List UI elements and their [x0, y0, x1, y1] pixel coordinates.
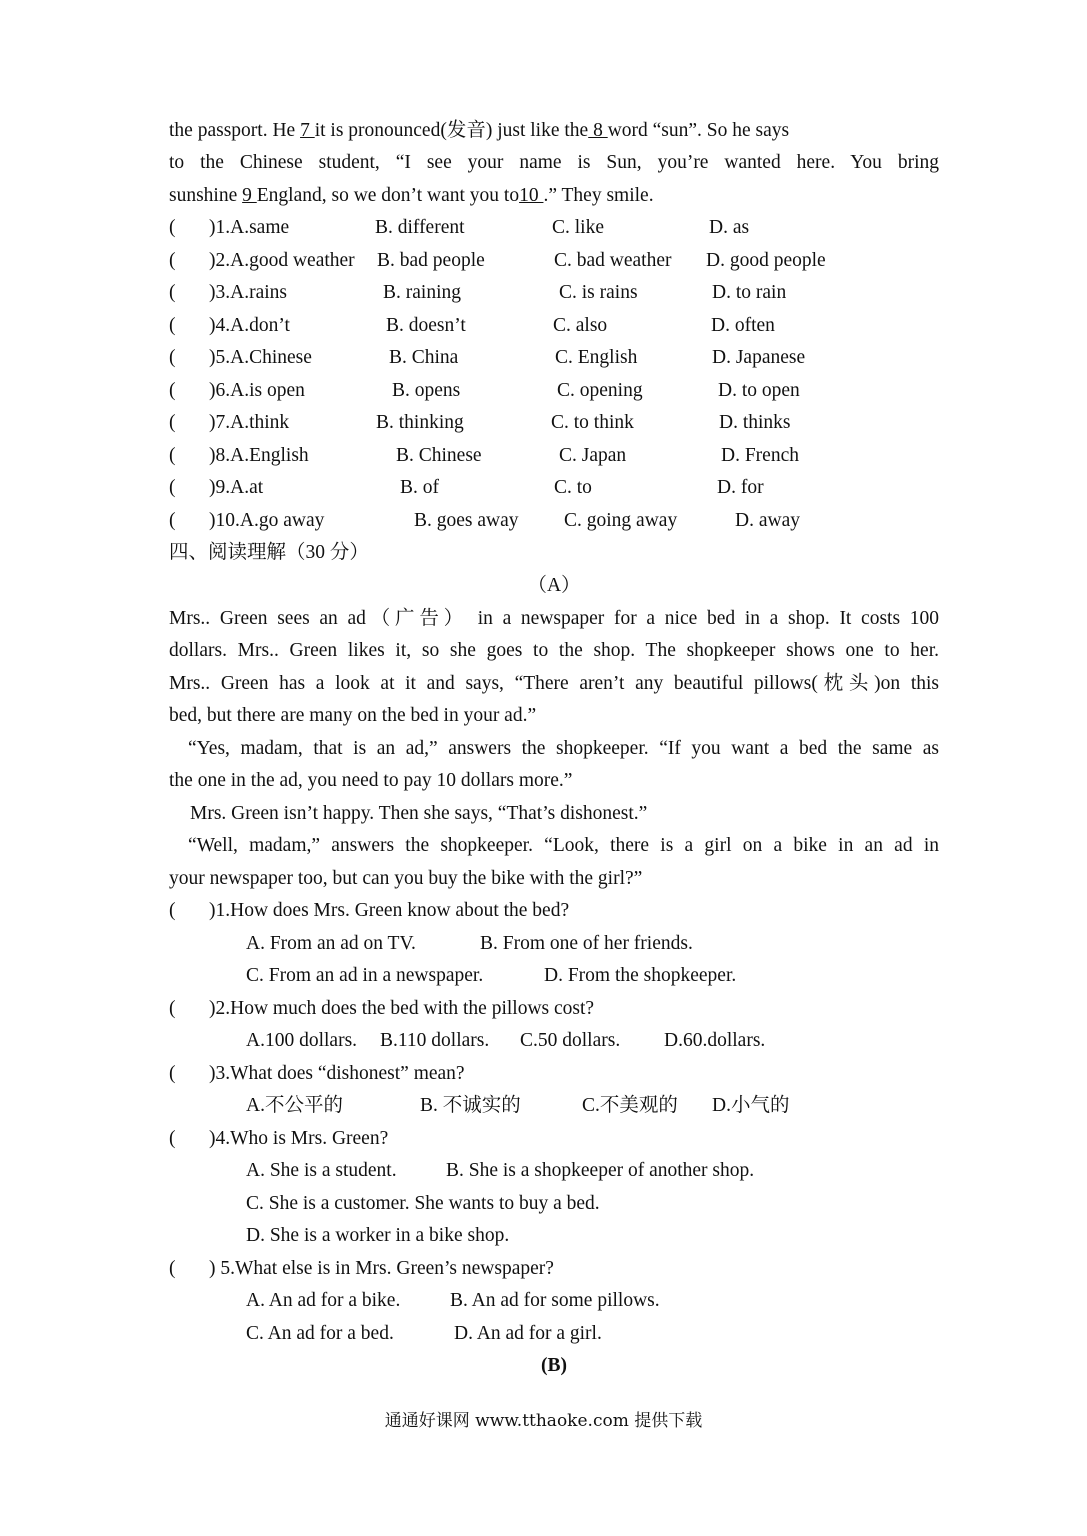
answer-paren[interactable]: (: [169, 477, 176, 498]
option-row: [246, 1285, 946, 1317]
cloze-question: [169, 342, 939, 374]
option-a: A. She is a student.: [246, 1160, 397, 1181]
option-d: D. often: [711, 315, 775, 336]
cloze-question: [169, 505, 939, 537]
option-d: D. She is a worker in a bike shop.: [246, 1225, 510, 1246]
question-text: ) 5.What else is in Mrs. Green’s newspaper?: [209, 1258, 554, 1279]
passage-a-line: your newspaper too, but can you buy the bike with the girl?”: [169, 868, 643, 889]
option-b: B. Chinese: [396, 445, 482, 466]
blank-7: 7: [300, 120, 315, 141]
passage-text: it is pronounced(发音) just like the: [314, 120, 589, 141]
passage-a-line: Mrs. Green isn’t happy. Then she says, “That’s dishonest.”: [190, 803, 648, 824]
option-c: C. She is a customer. She wants to buy a bed.: [246, 1193, 600, 1214]
option-d: D.60.dollars.: [664, 1030, 766, 1051]
option-a: )3.A.rains: [209, 282, 287, 303]
reading-question: [169, 895, 939, 927]
part-a-label: （A）: [527, 575, 581, 596]
option-b: B. goes away: [414, 510, 519, 531]
section-heading: 四、阅读理解（30 分）: [169, 542, 369, 563]
page-footer: 通通好课网 www.tthaoke.com 提供下载: [384, 1411, 703, 1431]
option-d: D. Japanese: [712, 347, 806, 368]
option-b: B.110 dollars.: [380, 1030, 490, 1051]
option-b: B. China: [389, 347, 459, 368]
option-row: [246, 960, 946, 992]
option-d: D. An ad for a girl.: [454, 1323, 602, 1344]
question-text: )1.How does Mrs. Green know about the bed?: [209, 900, 570, 921]
reading-question: [169, 1058, 939, 1090]
option-d: D. French: [721, 445, 799, 466]
option-a: )9.A.at: [209, 477, 264, 498]
option-b: B. An ad for some pillows.: [450, 1290, 660, 1311]
blank-10: 10: [519, 185, 544, 206]
option-a: )5.A.Chinese: [209, 347, 312, 368]
option-c: C. is rains: [559, 282, 638, 303]
answer-paren[interactable]: (: [169, 1128, 176, 1149]
answer-paren[interactable]: (: [169, 998, 176, 1019]
option-c: C. Japan: [559, 445, 627, 466]
option-row: [246, 1155, 946, 1187]
reading-question: [169, 1253, 939, 1285]
option-row: [246, 1188, 946, 1220]
reading-question: [169, 993, 939, 1025]
option-d: D. for: [717, 477, 764, 498]
passage-a-line: Mrs.. Green sees an ad（广告） in a newspaper for a nice bed in a shop. It costs 100: [169, 608, 939, 629]
passage-a-line: bed, but there are many on the bed in your ad.”: [169, 705, 537, 726]
passage-a-line: “Yes, madam, that is an ad,” answers the shopkeeper. “If you want a bed the same as: [188, 738, 939, 759]
option-c: C. to: [554, 477, 592, 498]
option-d: D.小气的: [712, 1095, 790, 1116]
option-c: C. to think: [551, 412, 634, 433]
reading-question: [169, 1123, 939, 1155]
question-text: )2.How much does the bed with the pillows cost?: [209, 998, 595, 1019]
option-c: C.不美观的: [582, 1095, 678, 1116]
option-c: C. like: [552, 217, 604, 238]
option-c: C. going away: [564, 510, 678, 531]
question-text: )3.What does “dishonest” mean?: [209, 1063, 465, 1084]
answer-paren[interactable]: (: [169, 510, 176, 531]
passage-text: word “sun”. So he says: [607, 120, 790, 141]
option-c: C. From an ad in a newspaper.: [246, 965, 484, 986]
passage-text: sunshine: [169, 185, 243, 206]
passage-text: .” They smile.: [543, 185, 654, 206]
option-b: B. 不诚实的: [420, 1095, 521, 1116]
blank-8: 8: [588, 120, 608, 141]
answer-paren[interactable]: (: [169, 282, 176, 303]
cloze-question: [169, 375, 939, 407]
option-d: D. to open: [718, 380, 800, 401]
option-a: )1.A.same: [209, 217, 290, 238]
blank-9: 9: [242, 185, 257, 206]
option-d: D. thinks: [719, 412, 791, 433]
option-b: B. From one of her friends.: [480, 933, 693, 954]
passage-text: the passport. He: [169, 120, 301, 141]
option-a: )10.A.go away: [209, 510, 325, 531]
answer-paren[interactable]: (: [169, 1063, 176, 1084]
question-text: )4.Who is Mrs. Green?: [209, 1128, 389, 1149]
option-row: [246, 1318, 946, 1350]
option-d: D. to rain: [712, 282, 787, 303]
option-row: [246, 1090, 946, 1122]
passage-line-1: [169, 115, 939, 147]
cloze-question: [169, 277, 939, 309]
option-a: A. From an ad on TV.: [246, 933, 416, 954]
answer-paren[interactable]: (: [169, 412, 176, 433]
option-d: D. away: [735, 510, 800, 531]
cloze-question: [169, 212, 939, 244]
passage-text: England, so we don’t want you to: [256, 185, 520, 206]
answer-paren[interactable]: (: [169, 1258, 176, 1279]
option-d: D. From the shopkeeper.: [544, 965, 737, 986]
answer-paren[interactable]: (: [169, 900, 176, 921]
option-a: A.不公平的: [246, 1095, 343, 1116]
option-c: C. English: [555, 347, 638, 368]
passage-line-2: to the Chinese student, “I see your name is Sun, you’re wanted here. You bring: [169, 152, 939, 173]
answer-paren[interactable]: (: [169, 217, 176, 238]
option-b: B. of: [400, 477, 439, 498]
passage-line-3: [169, 180, 939, 212]
option-d: D. as: [709, 217, 750, 238]
option-row: [246, 1025, 946, 1057]
part-b-label: (B): [541, 1355, 567, 1376]
option-a: )6.A.is open: [209, 380, 305, 401]
option-b: B. raining: [383, 282, 461, 303]
option-a: A. An ad for a bike.: [246, 1290, 401, 1311]
option-c: C. An ad for a bed.: [246, 1323, 394, 1344]
passage-a-line: the one in the ad, you need to pay 10 dollars more.”: [169, 770, 573, 791]
option-a: )4.A.don’t: [209, 315, 290, 336]
passage-a-line: “Well, madam,” answers the shopkeeper. “Look, there is a girl on a bike in an ad in: [188, 835, 939, 856]
option-b: B. She is a shopkeeper of another shop.: [446, 1160, 755, 1181]
answer-paren[interactable]: (: [169, 347, 176, 368]
option-a: )2.A.good weather: [209, 250, 355, 271]
option-c: C.50 dollars.: [520, 1030, 621, 1051]
option-d: D. good people: [706, 250, 826, 271]
option-row: [246, 1220, 946, 1252]
cloze-question: [169, 472, 939, 504]
option-b: B. doesn’t: [386, 315, 466, 336]
option-c: C. opening: [557, 380, 643, 401]
answer-paren[interactable]: (: [169, 445, 176, 466]
cloze-question: [169, 440, 939, 472]
cloze-question: [169, 407, 939, 439]
answer-paren[interactable]: (: [169, 380, 176, 401]
option-b: B. different: [375, 217, 465, 238]
option-a: )8.A.English: [209, 445, 309, 466]
option-a: A.100 dollars.: [246, 1030, 358, 1051]
answer-paren[interactable]: (: [169, 315, 176, 336]
option-b: B. bad people: [377, 250, 485, 271]
cloze-question: [169, 310, 939, 342]
passage-a-line: dollars. Mrs.. Green likes it, so she goes to the shop. The shopkeeper shows one to her.: [169, 640, 939, 661]
option-b: B. thinking: [376, 412, 464, 433]
option-b: B. opens: [392, 380, 461, 401]
passage-a-line: Mrs.. Green has a look at it and says, “There aren’t any beautiful pillows(枕头)on this: [169, 673, 939, 694]
option-c: C. bad weather: [554, 250, 672, 271]
answer-paren[interactable]: (: [169, 250, 176, 271]
cloze-question: [169, 245, 939, 277]
option-a: )7.A.think: [209, 412, 290, 433]
option-c: C. also: [553, 315, 608, 336]
option-row: [246, 928, 946, 960]
